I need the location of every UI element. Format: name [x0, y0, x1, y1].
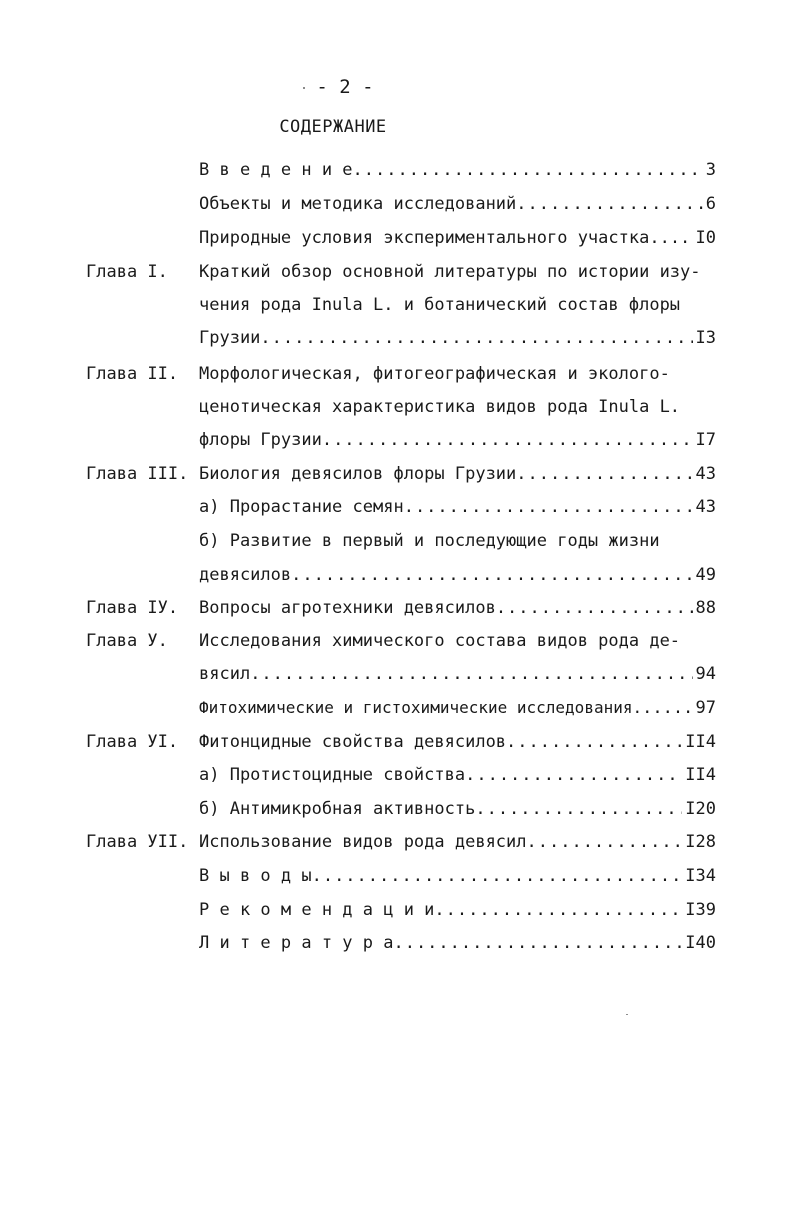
toc-chapter-3a [0, 497, 796, 521]
scan-speck [626, 1014, 628, 1015]
toc-page-number: 49 [695, 565, 716, 585]
toc-page-number: I28 [685, 832, 716, 852]
toc-entry-recommendations [0, 900, 796, 924]
toc-page-number: 43 [695, 464, 716, 484]
chapter-label: Глава УI. [86, 732, 179, 752]
leader-dots [516, 464, 692, 484]
toc-entry-text: б) Антимикробная активность [199, 799, 476, 819]
toc-entry-text: Краткий обзор основной литературы по истории изу- [199, 262, 701, 282]
toc-chapter-6b [0, 799, 796, 823]
toc-entry-text: В ы в о д ы [199, 866, 312, 886]
chapter-label: Глава I. [86, 262, 168, 282]
toc-chapter-5-line2 [0, 664, 796, 688]
toc-entry-text: а) Прорастание семян [199, 497, 404, 517]
toc-chapter-1 [0, 262, 796, 286]
toc-page-number: 97 [695, 698, 716, 718]
toc-page-number: I7 [695, 430, 716, 450]
toc-chapter-3 [0, 464, 796, 488]
toc-entry-text: ценотическая характеристика видов рода Inula L. [199, 397, 681, 417]
toc-entry-text: Природные условия экспериментального участка.. [199, 228, 670, 248]
leader-dots [670, 228, 693, 248]
chapter-label: Глава IУ. [86, 598, 179, 618]
leader-dots [434, 900, 682, 920]
chapter-label: Глава У. [86, 631, 168, 651]
toc-entry-conditions [0, 228, 796, 252]
toc-chapter-5-sub [0, 698, 796, 722]
toc-entry-text: Л и т е р а т у р а [199, 933, 394, 953]
toc-chapter-2-line3 [0, 430, 796, 454]
toc-page-number: 43 [695, 497, 716, 517]
toc-entry-text: Биология девясилов флоры Грузии [199, 464, 517, 484]
toc-entry-text: Фитохимические и гистохимические исследования. [199, 698, 643, 717]
toc-chapter-6a [0, 765, 796, 789]
leader-dots [404, 497, 693, 517]
chapter-label: Глава УII. [86, 832, 189, 852]
toc-entry-text: Р е к о м е н д а ц и и [199, 900, 435, 920]
toc-page-number: 94 [695, 664, 716, 684]
toc-page-number: I39 [685, 900, 716, 920]
leader-dots [496, 598, 693, 618]
toc-page-number: II4 [685, 765, 716, 785]
leader-dots [516, 194, 702, 214]
toc-entry-text: вясил [199, 664, 251, 684]
leader-dots [642, 698, 692, 718]
toc-entry-text: В в е д е н и е [199, 160, 353, 180]
toc-page-number: I3 [695, 328, 716, 348]
leader-dots [250, 664, 692, 684]
leader-dots [506, 732, 682, 752]
page-number: - 2 - [316, 76, 374, 98]
leader-dots [322, 430, 693, 450]
toc-entry-text: Объекты и методика исследований [199, 194, 517, 214]
toc-entry-text: Морфологическая, фитогеографическая и эколого- [199, 364, 670, 384]
toc-page-number: I0 [695, 228, 716, 248]
toc-chapter-6 [0, 732, 796, 756]
leader-dots [475, 799, 682, 819]
leader-dots [312, 866, 683, 886]
toc-chapter-1-line2 [0, 295, 796, 319]
toc-entry-literature [0, 933, 796, 957]
page-title: СОДЕРЖАНИЕ [279, 117, 387, 137]
leader-dots [527, 832, 683, 852]
leader-dots [291, 565, 692, 585]
toc-page-number: I40 [685, 933, 716, 953]
toc-entry-text: Вопросы агротехники девясилов [199, 598, 496, 618]
leader-dots [465, 765, 682, 785]
toc-entry-text: а) Протистоцидные свойства [199, 765, 466, 785]
toc-entry-intro [0, 160, 796, 184]
toc-entry-objects [0, 194, 796, 218]
scan-speck [303, 87, 305, 89]
toc-page-number: I20 [685, 799, 716, 819]
toc-entry-text: Фитонцидные свойства девясилов [199, 732, 507, 752]
toc-page-number: 6 [705, 194, 716, 214]
toc-chapter-1-line3 [0, 328, 796, 352]
toc-chapter-2-line2 [0, 397, 796, 421]
toc-entry-text: Исследования химического состава видов рода де- [199, 631, 681, 651]
toc-page-number: II4 [685, 732, 716, 752]
leader-dots [393, 933, 682, 953]
toc-chapter-7 [0, 832, 796, 856]
toc-chapter-3b [0, 531, 796, 555]
chapter-label: Глава II. [86, 364, 179, 384]
toc-chapter-3b-line2 [0, 565, 796, 589]
toc-page-number: 3 [705, 160, 716, 180]
chapter-label: Глава III. [86, 464, 189, 484]
toc-entry-text: Грузии [199, 328, 261, 348]
toc-entry-text: девясилов [199, 565, 292, 585]
toc-page-number: 88 [695, 598, 716, 618]
toc-chapter-2 [0, 364, 796, 388]
toc-entry-text: чения рода Inula L. и ботанический состав флоры [199, 295, 681, 315]
leader-dots [353, 160, 703, 180]
toc-page-number: I34 [685, 866, 716, 886]
toc-entry-conclusions [0, 866, 796, 890]
toc-chapter-5 [0, 631, 796, 655]
toc-entry-text: флоры Грузии [199, 430, 322, 450]
toc-entry-text: Использование видов рода девясил [199, 832, 527, 852]
leader-dots [260, 328, 692, 348]
toc-chapter-4 [0, 598, 796, 622]
toc-entry-text: б) Развитие в первый и последующие годы жизни [199, 531, 660, 551]
